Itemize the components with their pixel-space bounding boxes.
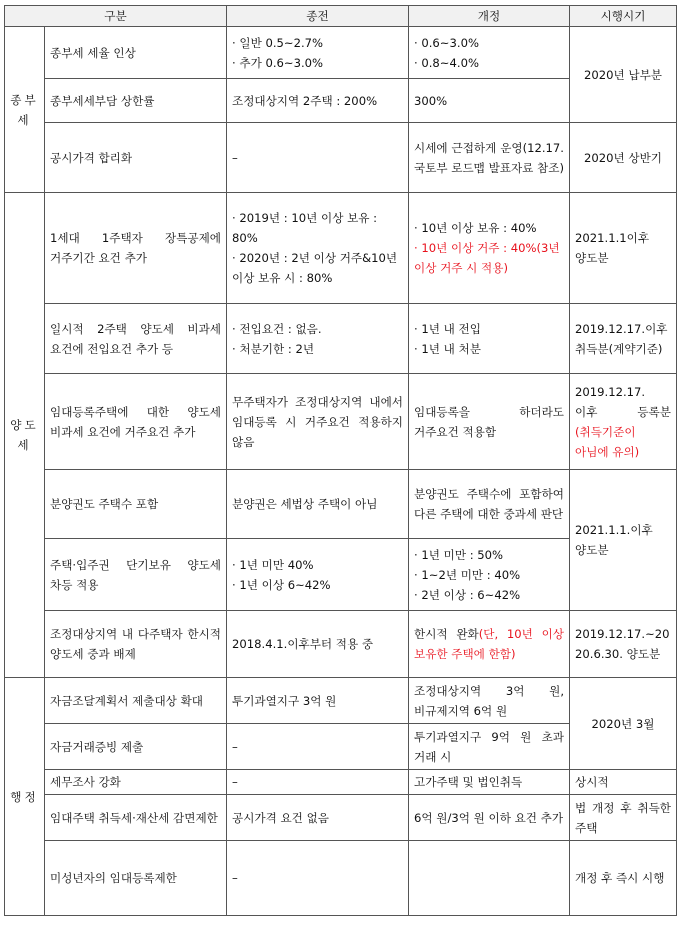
before-cell: – xyxy=(227,123,409,193)
item-cell: 종부세세부담 상한률 xyxy=(45,79,227,123)
category-cell: 행정 xyxy=(5,678,45,916)
header-category: 구분 xyxy=(5,6,227,27)
timing-cell: 2019.12.17.이후 취득분(계약기준) xyxy=(570,304,677,374)
text-line: · 2019년 : 10년 이상 보유 : 80% xyxy=(232,211,378,245)
table-row xyxy=(5,27,677,79)
timing-cell: 2020년 3월 xyxy=(570,678,677,770)
timing-cell xyxy=(570,374,677,470)
header-after: 개정 xyxy=(409,6,570,27)
before-cell: – xyxy=(227,841,409,916)
table-row xyxy=(5,611,677,678)
timing-cell: 상시적 xyxy=(570,770,677,795)
table-row xyxy=(5,770,677,795)
header-row xyxy=(5,6,677,27)
timing-cell: 개정 후 즉시 시행 xyxy=(570,841,677,916)
table-row xyxy=(5,470,677,539)
before-cell: 무주택자가 조정대상지역 내에서 임대등록 시 거주요건 적용하지 않음 xyxy=(227,374,409,470)
text-line: · 1년 내 전입 xyxy=(414,321,481,336)
after-cell: 조정대상지역 3억 원, 비규제지역 6억 원 xyxy=(409,678,570,724)
item-cell: 분양권도 주택수 포함 xyxy=(45,470,227,539)
timing-cell: 2021.1.1이후 양도분 xyxy=(570,193,677,304)
category-cell: 종부세 xyxy=(5,27,45,193)
before-cell: 투기과열지구 3억 원 xyxy=(227,678,409,724)
highlight-text: (단, 10년 이상 보유한 주택에 한함) xyxy=(414,627,564,661)
after-cell: 분양권도 주택수에 포함하여 다른 주택에 대한 중과세 판단 xyxy=(409,470,570,539)
item-cell: 임대주택 취득세·재산세 감면제한 xyxy=(45,795,227,841)
text-line: · 추가 0.6~3.0% xyxy=(232,55,324,70)
text-line: · 1년 내 처분 xyxy=(414,341,481,356)
before-cell: 조정대상지역 2주택 : 200% xyxy=(227,79,409,123)
before-cell: 2018.4.1.이후부터 적용 중 xyxy=(227,611,409,678)
item-cell: 자금거래증빙 제출 xyxy=(45,724,227,770)
after-cell xyxy=(409,611,570,678)
policy-table xyxy=(4,5,677,916)
item-cell: 1세대 1주택자 장특공제에 거주기간 요건 추가 xyxy=(45,193,227,304)
item-cell: 미성년자의 임대등록제한 xyxy=(45,841,227,916)
text-line: · 1~2년 미만 : 40% xyxy=(414,567,521,582)
before-cell xyxy=(227,304,409,374)
after-cell xyxy=(409,27,570,79)
item-cell: 종부세 세율 인상 xyxy=(45,27,227,79)
after-cell xyxy=(409,193,570,304)
before-cell xyxy=(227,193,409,304)
timing-cell: 2020년 납부분 xyxy=(570,27,677,123)
table-row xyxy=(5,795,677,841)
table-row xyxy=(5,193,677,304)
after-cell: 투기과열지구 9억 원 초과 거래 시 xyxy=(409,724,570,770)
before-cell xyxy=(227,27,409,79)
timing-cell: 법 개정 후 취득한 주택 xyxy=(570,795,677,841)
header-timing: 시행시기 xyxy=(570,6,677,27)
item-cell: 일시적 2주택 양도세 비과세 요건에 전입요건 추가 등 xyxy=(45,304,227,374)
item-cell: 세무조사 강화 xyxy=(45,770,227,795)
table-row xyxy=(5,304,677,374)
table-row xyxy=(5,123,677,193)
table-row xyxy=(5,678,677,724)
after-cell xyxy=(409,841,570,916)
text-line: · 1년 미만 40% xyxy=(232,557,314,572)
text-line: · 0.6~3.0% xyxy=(414,35,479,50)
text-line: · 2020년 : 2년 이상 거주&10년 이상 보유 시 : 80% xyxy=(232,251,398,285)
text-line: · 일반 0.5~2.7% xyxy=(232,35,324,50)
item-cell: 자금조달계획서 제출대상 확대 xyxy=(45,678,227,724)
after-cell: 6억 원/3억 원 이하 요건 추가 xyxy=(409,795,570,841)
after-cell xyxy=(409,304,570,374)
before-cell: 분양권은 세법상 주택이 아님 xyxy=(227,470,409,539)
text-line: · 0.8~4.0% xyxy=(414,55,479,70)
header-before: 종전 xyxy=(227,6,409,27)
highlight-text: (취득기준이 아님에 유의) xyxy=(575,424,640,459)
text-line: · 전입요건 : 없음. xyxy=(232,321,322,336)
category-cell: 양도세 xyxy=(5,193,45,678)
text-line: · 1년 미만 : 50% xyxy=(414,547,504,562)
item-cell: 조정대상지역 내 다주택자 한시적 양도세 중과 배제 xyxy=(45,611,227,678)
item-cell: 주택·입주권 단기보유 양도세 차등 적용 xyxy=(45,539,227,611)
timing-cell: 2019.12.17.~2020.6.30. 양도분 xyxy=(570,611,677,678)
timing-cell: 2021.1.1.이후 양도분 xyxy=(570,470,677,611)
text-line: · 처분기한 : 2년 xyxy=(232,341,315,356)
after-text: 한시적 완화 xyxy=(414,627,479,641)
timing-text: 2019.12.17. 이후 등록분 xyxy=(575,384,671,419)
after-cell: 임대등록을 하더라도 거주요건 적용함 xyxy=(409,374,570,470)
table-row xyxy=(5,374,677,470)
before-cell: 공시가격 요건 없음 xyxy=(227,795,409,841)
item-cell: 임대등록주택에 대한 양도세 비과세 요건에 거주요건 추가 xyxy=(45,374,227,470)
before-cell xyxy=(227,539,409,611)
text-line: · 10년 이상 보유 : 40% xyxy=(414,221,537,235)
after-cell: 300% xyxy=(409,79,570,123)
text-line: · 1년 이상 6~42% xyxy=(232,577,331,592)
highlight-text: · 10년 이상 거주 : 40%(3년 이상 거주 시 적용) xyxy=(414,241,560,275)
text-line: · 2년 이상 : 6~42% xyxy=(414,587,521,602)
after-cell: 고가주택 및 법인취득 xyxy=(409,770,570,795)
table-row xyxy=(5,841,677,916)
after-cell xyxy=(409,539,570,611)
timing-cell: 2020년 상반기 xyxy=(570,123,677,193)
before-cell: – xyxy=(227,770,409,795)
item-cell: 공시가격 합리화 xyxy=(45,123,227,193)
before-cell: – xyxy=(227,724,409,770)
after-cell: 시세에 근접하게 운영(12.17. 국토부 로드맵 발표자료 참조) xyxy=(409,123,570,193)
